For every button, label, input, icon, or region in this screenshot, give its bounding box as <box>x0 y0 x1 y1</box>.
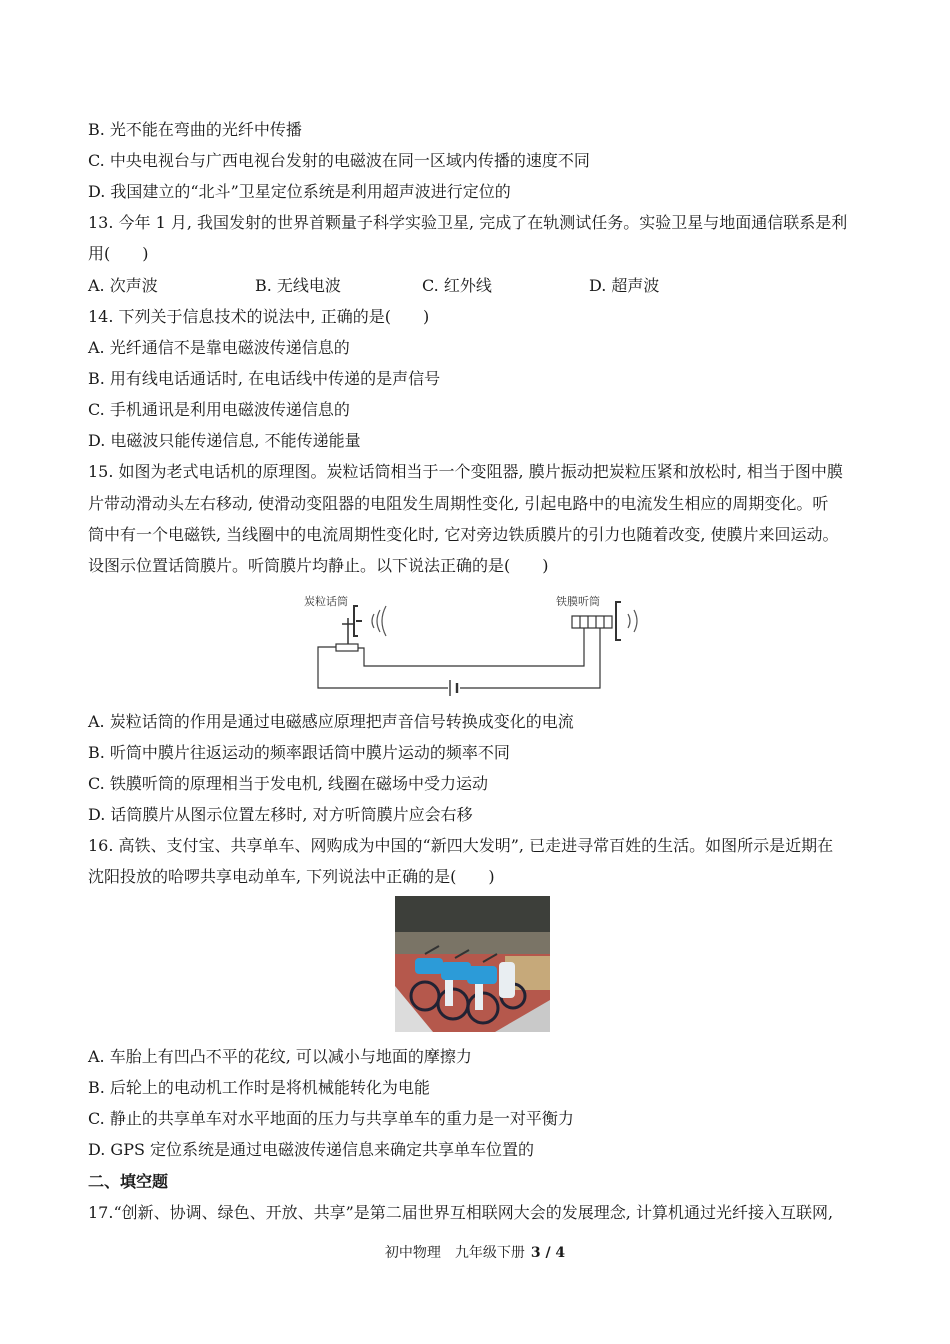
q16-option-c: C. 静止的共享单车对水平地面的压力与共享单车的重力是一对平衡力 <box>88 1109 574 1128</box>
q15-option-c: C. 铁膜听筒的原理相当于发电机, 线圈在磁场中受力运动 <box>88 774 489 793</box>
battery-icon <box>450 680 457 696</box>
label-carbon-microphone: 炭粒话筒 <box>304 595 348 608</box>
q12-option-d: D. 我国建立的“北斗”卫星定位系统是利用超声波进行定位的 <box>88 182 511 201</box>
q14-option-c: C. 手机通讯是利用电磁波传递信息的 <box>88 400 350 419</box>
q13-stem-line1: 13. 今年 1 月, 我国发射的世界首颗量子科学实验卫星, 完成了在轨测试任务。实验卫星与地面通信联系是利 <box>88 213 848 232</box>
q16-stem-line1: 16. 高铁、支付宝、共享单车、网购成为中国的“新四大发明”, 已走进寻常百姓的生活。如图所示是近期在 <box>88 836 834 855</box>
q16-option-d: D. GPS 定位系统是通过电磁波传递信息来确定共享单车位置的 <box>88 1140 535 1159</box>
sound-waves-receiver-icon <box>628 610 637 632</box>
q12-option-b: B. 光不能在弯曲的光纤中传播 <box>88 120 302 139</box>
microphone-diaphragm <box>354 606 362 636</box>
footer-title: 初中物理 九年级下册 <box>384 1245 525 1261</box>
page-footer <box>0 1244 950 1262</box>
q12-option-c: C. 中央电视台与广西电视台发射的电磁波在同一区域内传播的速度不同 <box>88 151 590 170</box>
q13-stem-line2: 用( ) <box>88 244 149 263</box>
q16-stem-line2: 沈阳投放的哈啰共享电动单车, 下列说法中正确的是( ) <box>88 867 495 886</box>
q14-option-b: B. 用有线电话通话时, 在电话线中传递的是声信号 <box>88 369 441 388</box>
rheostat <box>336 644 358 651</box>
sound-waves-microphone-icon <box>372 606 386 636</box>
q13-option-a: A. 次声波 <box>88 276 158 295</box>
q15-option-a: A. 炭粒话筒的作用是通过电磁感应原理把声音信号转换成变化的电流 <box>88 712 574 731</box>
q16-option-a: A. 车胎上有凹凸不平的花纹, 可以减小与地面的摩擦力 <box>88 1047 472 1066</box>
q15-stem-line1: 15. 如图为老式电话机的原理图。炭粒话筒相当于一个变阻器, 膜片振动把炭粒压紧和放松时, 相当于图中膜 <box>88 462 843 481</box>
label-iron-receiver: 铁膜听筒 <box>556 595 600 608</box>
q16-option-b: B. 后轮上的电动机工作时是将机械能转化为电能 <box>88 1078 430 1097</box>
page-number: 3 / 4 <box>530 1245 566 1261</box>
q14-stem: 14. 下列关于信息技术的说法中, 正确的是( ) <box>88 307 430 326</box>
telephone-circuit-diagram <box>298 588 658 696</box>
q17-stem-line1: 17.“创新、协调、绿色、开放、共享”是第二届世界互相联网大会的发展理念, 计算机通过光纤接入互联网, <box>88 1203 834 1222</box>
shared-bike-photo <box>395 896 550 1032</box>
q15-option-d: D. 话筒膜片从图示位置左移时, 对方听筒膜片应会右移 <box>88 805 473 824</box>
q13-option-d: D. 超声波 <box>589 276 660 295</box>
slider-arm <box>342 618 354 644</box>
section-heading-fill-in: 二、填空题 <box>88 1172 169 1191</box>
q13-option-b: B. 无线电波 <box>255 276 341 295</box>
receiver-diaphragm <box>616 602 621 640</box>
electromagnet-coil <box>572 616 612 628</box>
q15-stem-line3: 筒中有一个电磁铁, 当线圈中的电流周期性变化时, 它对旁边铁质膜片的引力也随着改变, 使膜片来回运动。 <box>88 525 839 544</box>
q15-option-b: B. 听筒中膜片往返运动的频率跟话筒中膜片运动的频率不同 <box>88 743 510 762</box>
q14-option-d: D. 电磁波只能传递信息, 不能传递能量 <box>88 431 361 450</box>
circuit-wires <box>318 628 600 688</box>
q13-option-c: C. 红外线 <box>422 276 492 295</box>
q15-stem-line2: 片带动滑动头左右移动, 使滑动变阻器的电阻发生周期性变化, 引起电路中的电流发生相应的周期变化。听 <box>88 494 829 513</box>
q14-option-a: A. 光纤通信不是靠电磁波传递信息的 <box>88 338 350 357</box>
q15-stem-line4: 设图示位置话筒膜片。听筒膜片均静止。以下说法正确的是( ) <box>88 556 549 575</box>
